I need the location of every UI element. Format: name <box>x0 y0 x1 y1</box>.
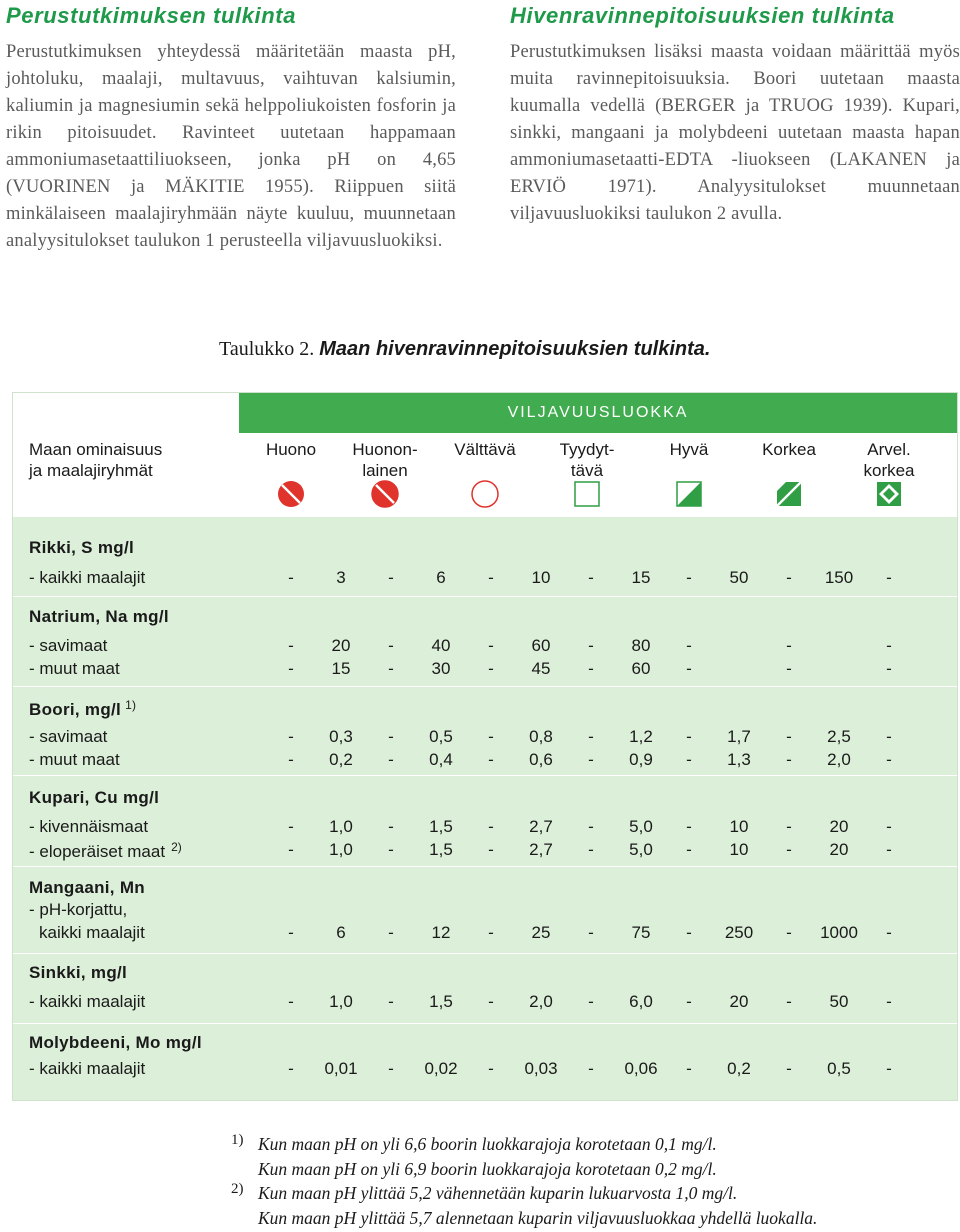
range-dash: - <box>686 659 692 678</box>
class-limit-value: 0,8 <box>529 727 553 746</box>
class-limit-value: 1,3 <box>727 750 751 769</box>
class-limit-value: 20 <box>729 992 749 1011</box>
class-header-line: Huono <box>265 440 317 459</box>
range-dash: - <box>786 817 792 836</box>
class-header-line: tävä <box>570 461 604 480</box>
class-limit-value: 15 <box>631 568 651 587</box>
class-limit-value: 1,7 <box>727 727 751 746</box>
class-limit-value: 0,2 <box>727 1059 751 1078</box>
square-half-green-icon <box>674 479 704 509</box>
circle-slash-red-icon <box>276 479 306 509</box>
table-row <box>13 923 957 945</box>
range-dash: - <box>886 568 892 587</box>
class-header-line: lainen <box>362 461 408 480</box>
group-title-text: Boori, mg/l <box>29 700 122 719</box>
range-dash: - <box>886 659 892 678</box>
range-dash: - <box>686 727 692 746</box>
range-dash: - <box>488 659 494 678</box>
class-limit-value: 3 <box>336 568 346 587</box>
group-separator <box>13 953 957 954</box>
class-header-line: Välttävä <box>454 440 516 459</box>
range-dash: - <box>886 636 892 655</box>
class-header-line: korkea <box>863 461 915 480</box>
range-dash: - <box>288 727 294 746</box>
class-limit-value: 0,4 <box>429 750 453 769</box>
class-limit-value: 1,2 <box>629 727 653 746</box>
range-dash: - <box>686 636 692 655</box>
range-dash: - <box>488 750 494 769</box>
group-subtitle <box>13 900 957 922</box>
class-limit-value: 50 <box>829 992 849 1011</box>
range-dash: - <box>388 840 394 859</box>
class-limit-value: 50 <box>729 568 749 587</box>
class-band <box>239 393 957 433</box>
range-dash: - <box>886 727 892 746</box>
class-limit-value: 0,06 <box>624 1059 658 1078</box>
range-dash: - <box>786 636 792 655</box>
group-separator <box>13 866 957 867</box>
range-dash: - <box>288 923 294 942</box>
range-dash: - <box>786 659 792 678</box>
range-dash: - <box>786 992 792 1011</box>
range-dash: - <box>488 636 494 655</box>
table-row <box>13 727 957 749</box>
class-limit-value: 60 <box>631 659 651 678</box>
class-limit-value: 80 <box>631 636 651 655</box>
range-dash: - <box>388 568 394 587</box>
class-limit-value: 10 <box>729 817 749 836</box>
table-row <box>13 568 957 590</box>
class-limit-value: 15 <box>331 659 351 678</box>
class-limit-value: 0,2 <box>329 750 353 769</box>
right-section-title: Hivenravinnepitoisuuksien tulkinta <box>510 3 895 28</box>
range-dash: - <box>388 817 394 836</box>
range-dash: - <box>488 727 494 746</box>
circle-outline-red-icon <box>470 479 500 509</box>
class-limit-value: 1,5 <box>429 992 453 1011</box>
table-header <box>13 393 957 517</box>
class-limit-value: 6 <box>436 568 446 587</box>
class-limit-value: 25 <box>531 923 551 942</box>
class-limit-value: 1,0 <box>329 817 353 836</box>
table-row <box>13 1059 957 1081</box>
range-dash: - <box>588 923 594 942</box>
caption-title: Maan hivenravinnepitoisuuksien tulkinta. <box>319 338 711 360</box>
class-limit-value: 45 <box>531 659 551 678</box>
range-dash: - <box>786 750 792 769</box>
row-label: - eloperäiset maat $^{2)}$ <box>29 840 182 861</box>
class-limit-value: 2,0 <box>827 750 851 769</box>
class-header-line: Hyvä <box>669 440 709 459</box>
range-dash: - <box>588 817 594 836</box>
square-outline-green-icon <box>572 479 602 509</box>
range-dash: - <box>686 568 692 587</box>
class-limit-value: 12 <box>431 923 451 942</box>
range-dash: - <box>488 817 494 836</box>
property-header-line: ja maalajiryhmät <box>29 461 153 480</box>
class-header-line: Arvel. <box>867 440 911 459</box>
range-dash: - <box>886 992 892 1011</box>
class-header-line: Huonon- <box>352 440 418 459</box>
range-dash: - <box>588 636 594 655</box>
row-label: - kaikki maalajit <box>29 568 146 587</box>
row-label: - kaikki maalajit <box>29 1059 146 1078</box>
class-band-label: VILJAVUUSLUOKKA <box>507 404 689 421</box>
footnote-ref: 2) <box>171 840 182 854</box>
property-header <box>29 439 162 481</box>
class-limit-value: 75 <box>631 923 651 942</box>
caption-prefix: Taulukko 2. <box>219 338 315 360</box>
footnote-ref: 1) <box>125 698 137 712</box>
class-limit-value: 1,0 <box>329 992 353 1011</box>
range-dash: - <box>288 817 294 836</box>
class-limit-value: 10 <box>531 568 551 587</box>
left-section <box>6 0 456 255</box>
range-dash: - <box>488 992 494 1011</box>
range-dash: - <box>886 750 892 769</box>
class-limit-value: 150 <box>824 568 854 587</box>
range-dash: - <box>686 817 692 836</box>
table-row <box>13 817 957 839</box>
property-header-line: Maan ominaisuus <box>29 440 163 459</box>
table-row <box>13 840 957 862</box>
group-title <box>29 698 136 720</box>
range-dash: - <box>786 840 792 859</box>
range-dash: - <box>786 727 792 746</box>
class-limit-value: 2,5 <box>827 727 851 746</box>
table-caption <box>219 338 710 361</box>
row-label: - savimaat <box>29 727 108 746</box>
range-dash: - <box>288 1059 294 1078</box>
range-dash: - <box>786 923 792 942</box>
row-label: kaikki maalajit <box>39 923 145 942</box>
square-diamond-green-icon <box>874 479 904 509</box>
group-title-text: Rikki, S mg/l <box>29 538 134 557</box>
class-limit-value: 30 <box>431 659 451 678</box>
class-limit-value: 0,01 <box>324 1059 358 1078</box>
class-limit-value: 5,0 <box>629 817 653 836</box>
row-label: - kivennäismaat <box>29 817 149 836</box>
group-title <box>29 538 134 558</box>
nutrient-table <box>12 392 958 1101</box>
class-limit-value: 0,5 <box>827 1059 851 1078</box>
range-dash: - <box>388 750 394 769</box>
group-title <box>29 963 127 983</box>
group-title-text: Kupari, Cu mg/l <box>29 788 160 807</box>
class-limit-value: 2,7 <box>529 817 553 836</box>
range-dash: - <box>388 992 394 1011</box>
class-limit-value: 1000 <box>820 923 858 942</box>
table-row <box>13 992 957 1014</box>
class-limit-value: 20 <box>829 817 849 836</box>
class-limit-value: 0,02 <box>424 1059 458 1078</box>
range-dash: - <box>686 1059 692 1078</box>
footnote-text: Kun maan pH on yli 6,6 boorin luokkarajoja korotetaan 0,1 mg/l. <box>258 1134 717 1154</box>
table-row <box>13 636 957 658</box>
class-limit-value: 0,03 <box>524 1059 558 1078</box>
range-dash: - <box>886 817 892 836</box>
range-dash: - <box>288 992 294 1011</box>
class-limit-value: 1,5 <box>429 817 453 836</box>
class-limit-value: 250 <box>724 923 754 942</box>
range-dash: - <box>786 568 792 587</box>
class-limit-value: 20 <box>331 636 351 655</box>
range-dash: - <box>786 1059 792 1078</box>
class-limit-value: 40 <box>431 636 451 655</box>
class-limit-value: 5,0 <box>629 840 653 859</box>
range-dash: - <box>588 1059 594 1078</box>
range-dash: - <box>686 750 692 769</box>
class-header <box>829 439 949 481</box>
footnote-number: 1) <box>231 1132 244 1148</box>
class-limit-value: 1,0 <box>329 840 353 859</box>
range-dash: - <box>488 568 494 587</box>
class-limit-value: 2,0 <box>529 992 553 1011</box>
range-dash: - <box>388 923 394 942</box>
group-title <box>29 878 145 898</box>
right-section <box>510 0 960 228</box>
row-label: - savimaat <box>29 636 108 655</box>
range-dash: - <box>588 727 594 746</box>
class-limit-value: 0,6 <box>529 750 553 769</box>
class-limit-value: 6 <box>336 923 346 942</box>
left-section-body: Perustutkimuksen yhteydessä määritetään maasta pH, johtoluku, maalaji, multavuus, vaihtuvan kalsiumin, kaliumin ja magnesiumin sekä helppoliukoisten fosforin ja rikin pitoisuudet. Ravinteet uutetaan happamaan ammoniumasetaattiliuokseen, jonka pH on 4,65 (VUORINEN ja MÄKITIE 1955). Riippuen siitä minkälaiseen maalajiryhmään näyte kuuluu, muunnetaan analyysitulokset taulukon 1 perusteella viljavuusluokiksi. <box>6 42 456 251</box>
group-separator <box>13 596 957 597</box>
footnote-number: 2) <box>231 1181 244 1197</box>
group-separator <box>13 686 957 687</box>
range-dash: - <box>588 840 594 859</box>
range-dash: - <box>288 750 294 769</box>
group-title-text: Sinkki, mg/l <box>29 963 128 982</box>
group-title <box>29 788 159 808</box>
range-dash: - <box>288 840 294 859</box>
square-mostly-green-icon <box>774 479 804 509</box>
footnote-text: Kun maan pH on yli 6,9 boorin luokkarajoja korotetaan 0,2 mg/l. <box>258 1159 717 1179</box>
class-limit-value: 1,5 <box>429 840 453 859</box>
range-dash: - <box>588 750 594 769</box>
range-dash: - <box>886 1059 892 1078</box>
table-row <box>13 750 957 772</box>
range-dash: - <box>886 840 892 859</box>
class-limit-value: 0,5 <box>429 727 453 746</box>
range-dash: - <box>886 923 892 942</box>
group-title-text: Mangaani, Mn <box>29 878 145 897</box>
group-separator <box>13 775 957 776</box>
range-dash: - <box>488 923 494 942</box>
class-limit-value: 10 <box>729 840 749 859</box>
range-dash: - <box>588 659 594 678</box>
range-dash: - <box>288 568 294 587</box>
class-limit-value: 2,7 <box>529 840 553 859</box>
circle-slash-half-red-icon <box>370 479 400 509</box>
class-header-line: Korkea <box>762 440 816 459</box>
group-title <box>29 1033 202 1053</box>
class-header-line: Tyydyt- <box>559 440 615 459</box>
row-label: - pH-korjattu, <box>29 900 128 919</box>
class-limit-value: 0,9 <box>629 750 653 769</box>
footnote-text: Kun maan pH ylittää 5,2 vähennetään kuparin lukuarvosta 1,0 mg/l. <box>258 1183 738 1203</box>
range-dash: - <box>388 636 394 655</box>
range-dash: - <box>488 1059 494 1078</box>
class-limit-value: 60 <box>531 636 551 655</box>
range-dash: - <box>388 659 394 678</box>
range-dash: - <box>388 727 394 746</box>
group-title <box>29 607 169 627</box>
right-section-body: Perustutkimuksen lisäksi maasta voidaan määrittää myös muita ravinnepitoisuuksia. Boori uutetaan maasta kuumalla vedellä (BERGER ja TRUOG 1939). Kupari, sinkki, mangaani ja molybdeeni uutetaan maasta hapan ammoniumasetaatti-EDTA -liuokseen (LAKANEN ja ERVIÖ 1971). Analyysitulokset muunnetaan viljavuusluokiksi taulukon 2 avulla. <box>510 42 960 224</box>
row-label: - muut maat <box>29 659 120 678</box>
class-limit-value: 0,3 <box>329 727 353 746</box>
left-section-title: Perustutkimuksen tulkinta <box>6 3 297 28</box>
row-label: - kaikki maalajit <box>29 992 146 1011</box>
range-dash: - <box>686 840 692 859</box>
range-dash: - <box>288 636 294 655</box>
row-label: - muut maat <box>29 750 120 769</box>
group-separator <box>13 1023 957 1024</box>
range-dash: - <box>588 568 594 587</box>
class-limit-value: 6,0 <box>629 992 653 1011</box>
class-limit-value: 20 <box>829 840 849 859</box>
range-dash: - <box>388 1059 394 1078</box>
range-dash: - <box>588 992 594 1011</box>
range-dash: - <box>288 659 294 678</box>
group-title-text: Molybdeeni, Mo mg/l <box>29 1033 202 1052</box>
range-dash: - <box>686 923 692 942</box>
range-dash: - <box>488 840 494 859</box>
footnote-text: Kun maan pH ylittää 5,7 alennetaan kuparin viljavuusluokkaa yhdellä luokalla. <box>258 1208 818 1228</box>
group-title-text: Natrium, Na mg/l <box>29 607 169 626</box>
table-row <box>13 659 957 681</box>
range-dash: - <box>686 992 692 1011</box>
